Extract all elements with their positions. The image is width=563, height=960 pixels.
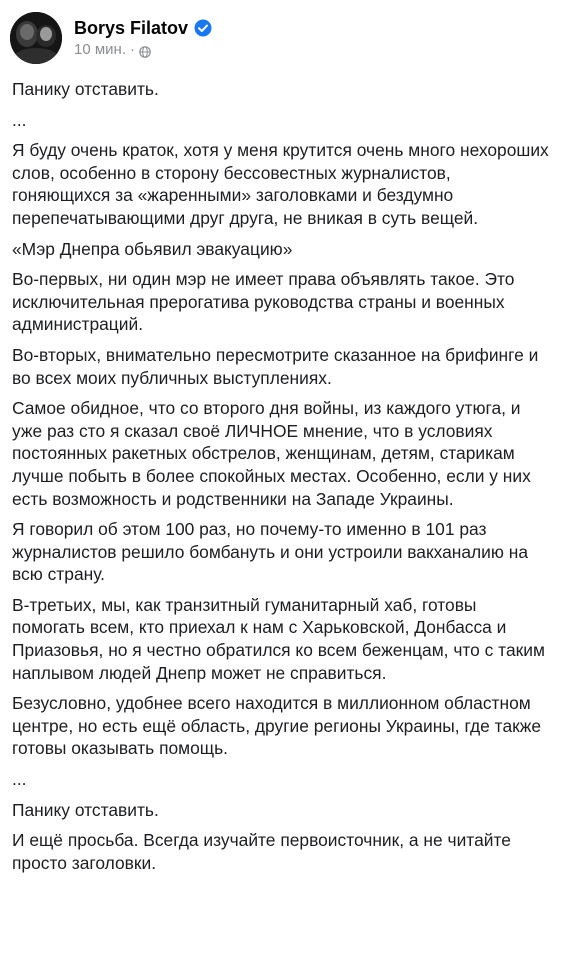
paragraph: В-третьих, мы, как транзитный гуманитарный хаб, готовы помогать всем, кто приехал к нам с Харьковской, Донбасса и Приазовья, но я честно обратился ко всем беженцам, что с таким наплывом людей Днепр может не справиться. [12, 594, 545, 683]
verified-badge-icon [194, 19, 212, 37]
paragraph: Панику отставить. [12, 79, 159, 99]
post-header [10, 10, 212, 66]
paragraph: Я буду очень краток, хотя у меня крутится очень много нехороших слов, особенно в сторону бессовестных журналистов, гоняющихся за «жаренными» заголовками и бездумно перепечатывающими друг друга, не вникая в суть вещей. [12, 140, 549, 228]
post-text [12, 78, 552, 882]
separator-dot: · [130, 40, 135, 58]
paragraph: Самое обидное, что со второго дня войны, из каждого утюга, и уже раз сто я сказал своё ЛИЧНОЕ мнение, что в условиях постоянных ракетных обстрелов, женщинам, детям, старикам лучше побыть в более спокойных местах. Особенно, если у них есть возможность и родственники на Западе Украины. [12, 398, 531, 509]
post-meta [74, 17, 212, 60]
paragraph: Во-первых, ни один мэр не имеет права объявлять такое. Это исключительная прерогатива руководства страны и военных администраций. [12, 269, 515, 335]
paragraph: И ещё просьба. Всегда изучайте первоисточник, а не читайте просто заголовки. [12, 830, 511, 873]
paragraph: ... [12, 769, 27, 790]
timestamp-row [74, 40, 212, 60]
post-timestamp[interactable]: 10 мин. [74, 40, 126, 58]
paragraph: Панику отставить. [12, 799, 159, 820]
paragraph: Безусловно, удобнее всего находится в миллионном областном центре, но есть ещё область, другие регионы Украины, где также готовы оказывать помощь. [12, 693, 542, 759]
paragraph: Я говорил об этом 100 раз, но почему-то именно в 101 раз журналистов решило бомбануть и они устроили вакханалию на всю страну. [12, 519, 529, 585]
globe-icon[interactable] [139, 44, 151, 56]
paragraph: Во-вторых, внимательно пересмотрите сказанное на брифинге и во всех моих публичных выступлениях. [12, 344, 539, 388]
avatar-photo [10, 12, 62, 64]
paragraph: ... [12, 109, 27, 130]
paragraph: «Мэр Днепра обьявил эвакуацию» [12, 238, 293, 259]
avatar[interactable] [10, 12, 62, 64]
author-row [74, 17, 212, 39]
author-name[interactable]: Borys Filatov [74, 17, 189, 38]
